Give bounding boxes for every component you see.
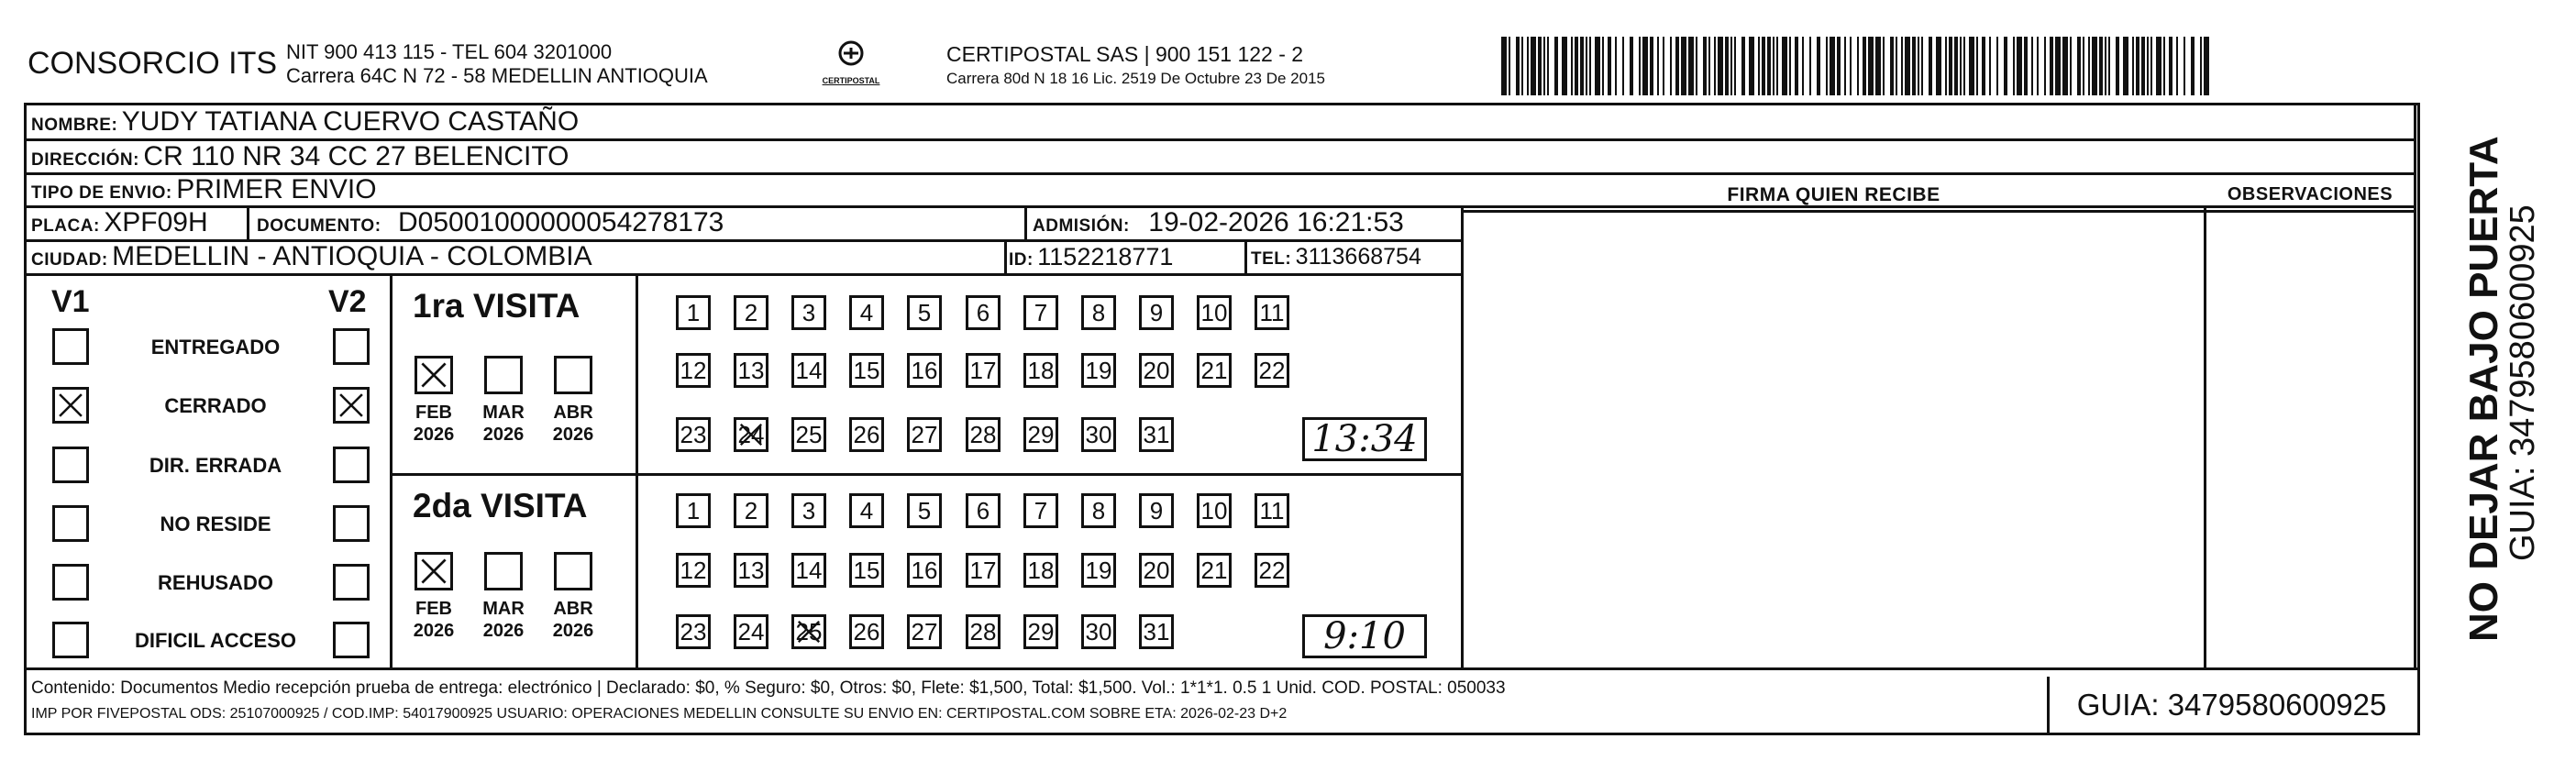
recipient-address: CR 110 NR 34 CC 27 BELENCITO: [143, 141, 569, 171]
barcode-bar: [1963, 37, 1965, 95]
second-visit-day-12[interactable]: 12: [676, 553, 711, 588]
barcode-bar: [1703, 37, 1707, 95]
barcode-bar: [1826, 37, 1828, 95]
barcode-bar: [1521, 37, 1523, 95]
first-visit-day-21[interactable]: 21: [1197, 353, 1232, 388]
id-cell: [1009, 239, 1173, 279]
status-label: DIR. ERRADA: [149, 454, 282, 477]
barcode-bar: [1896, 37, 1897, 95]
barcode-bar: [2108, 37, 2110, 95]
second-visit-day-30[interactable]: 30: [1081, 614, 1116, 649]
barcode-bar: [2150, 37, 2152, 95]
first-visit-day-31[interactable]: 31: [1139, 417, 1174, 452]
first-visit-day-20[interactable]: 20: [1139, 353, 1174, 388]
second-visit-day-11[interactable]: 11: [1255, 493, 1289, 528]
second-visit-day-13[interactable]: 13: [734, 553, 768, 588]
barcode-bar: [1725, 37, 1729, 95]
barcode-bar: [2031, 37, 2033, 95]
second-visit-day-22[interactable]: 22: [1255, 553, 1289, 588]
first-visit-day-5[interactable]: 5: [907, 295, 942, 330]
barcode-bar: [2070, 37, 2072, 95]
courier-name: CERTIPOSTAL SAS | 900 151 122 - 2: [946, 42, 1304, 66]
barcode-bar: [1954, 37, 1958, 95]
barcode-bar: [2156, 37, 2161, 95]
second-visit-day-28[interactable]: 28: [966, 614, 1001, 649]
first-visit-day-2[interactable]: 2: [734, 295, 768, 330]
first-visit-day-6[interactable]: 6: [966, 295, 1001, 330]
second-visit-day-7[interactable]: 7: [1023, 493, 1058, 528]
barcode-bar: [2136, 37, 2139, 95]
v1-label: V1: [51, 284, 90, 319]
barcode-bar: [1762, 37, 1765, 95]
barcode-bar: [1850, 37, 1852, 95]
barcode-bar: [1734, 37, 1736, 95]
second-visit-day-23[interactable]: 23: [676, 614, 711, 649]
barcode-bar: [2024, 37, 2028, 95]
courier-address: Carrera 80d N 18 16 Lic. 2519 De Octubre 23 De 2015: [946, 70, 1325, 87]
barcode-bar: [1571, 37, 1573, 95]
barcode-bar: [1531, 37, 1536, 95]
second-visit-day-9[interactable]: 9: [1139, 493, 1174, 528]
second-visit-day-27[interactable]: 27: [907, 614, 942, 649]
second-visit-month-abr[interactable]: [554, 552, 592, 590]
second-visit-day-24[interactable]: 24: [734, 614, 768, 649]
barcode-bar: [1547, 37, 1549, 95]
check-x-icon: [336, 390, 367, 421]
barcode-bar: [1730, 37, 1732, 95]
admision-label: ADMISIÓN:: [1033, 216, 1130, 236]
barcode-bar: [1615, 37, 1617, 95]
certipostal-logo: [819, 40, 883, 95]
barcode-bar: [1639, 37, 1641, 95]
placa-value: XPF09H: [104, 207, 208, 237]
barcode-bar: [1863, 37, 1866, 95]
barcode-bar: [1830, 37, 1835, 95]
second-visit-day-18[interactable]: 18: [1023, 553, 1058, 588]
status-label: CERRADO: [164, 394, 267, 417]
barcode-bar: [1516, 37, 1520, 95]
barcode-bar: [1657, 37, 1659, 95]
second-visit-day-17[interactable]: 17: [966, 553, 1001, 588]
month-label: FEB 2026: [413, 403, 455, 445]
barcode-bar: [2184, 37, 2185, 95]
barcode-bar: [1989, 37, 1991, 95]
barcode-bar: [1789, 37, 1791, 95]
first-visit-day-22[interactable]: 22: [1255, 353, 1289, 388]
barcode-bar: [2088, 37, 2090, 95]
second-visit-month-mar[interactable]: [484, 552, 523, 590]
barcode-bar: [1501, 37, 1507, 95]
barcode-bar: [1718, 37, 1723, 95]
barcode-bar: [2176, 37, 2178, 95]
documento-value: D05001000000054278173: [398, 207, 724, 237]
barcode-bar: [1773, 37, 1774, 95]
firma-header: FIRMA QUIEN RECIBE: [1727, 184, 1940, 205]
first-visit-day-16[interactable]: 16: [907, 353, 942, 388]
v1-checkbox-entregado[interactable]: [52, 328, 89, 365]
second-visit-day-1[interactable]: 1: [676, 493, 711, 528]
second-visit-day-2[interactable]: 2: [734, 493, 768, 528]
tel-value: 3113668754: [1295, 244, 1421, 270]
second-visit-day-4[interactable]: 4: [849, 493, 884, 528]
second-visit-day-16[interactable]: 16: [907, 553, 942, 588]
barcode-bar: [1837, 37, 1841, 95]
v1-checkbox-dir-errada[interactable]: [52, 447, 89, 483]
month-label: ABR 2026: [552, 403, 594, 445]
barcode-bar: [1890, 37, 1894, 95]
first-visit-month-abr[interactable]: [554, 356, 592, 394]
second-visit-time: 9:10: [1302, 614, 1427, 658]
barcode-bar: [1554, 37, 1558, 95]
barcode-bar: [1527, 37, 1529, 95]
barcode-bar: [1708, 37, 1710, 95]
second-visit-day-26[interactable]: 26: [849, 614, 884, 649]
barcode-bar: [1929, 37, 1932, 95]
barcode-bar: [1918, 37, 1919, 95]
first-visit-day-14[interactable]: 14: [791, 353, 826, 388]
barcode-bar: [1749, 37, 1754, 95]
barcode-bar: [1802, 37, 1804, 95]
barcode-bar: [1714, 37, 1716, 95]
second-visit-day-8[interactable]: 8: [1081, 493, 1116, 528]
barcode-bar: [1663, 37, 1664, 95]
barcode-bar: [2004, 37, 2007, 95]
barcode-bar: [1782, 37, 1787, 95]
barcode-bar: [2013, 37, 2015, 95]
first-visit-day-7[interactable]: 7: [1023, 295, 1058, 330]
month-label: ABR 2026: [552, 599, 594, 641]
first-visit-month-mar[interactable]: [484, 356, 523, 394]
v2-checkbox-no-reside[interactable]: [333, 505, 370, 542]
first-visit-day-19[interactable]: 19: [1081, 353, 1116, 388]
first-visit-day-1[interactable]: 1: [676, 295, 711, 330]
barcode-bar: [1945, 37, 1947, 95]
courier-logo-icon: [833, 40, 869, 72]
second-visit-day-5[interactable]: 5: [907, 493, 942, 528]
ciudad-label: CIUDAD:: [31, 250, 108, 270]
admision-value: 19-02-2026 16:21:53: [1148, 207, 1404, 237]
barcode-bar: [1670, 37, 1672, 95]
second-visit-day-21[interactable]: 21: [1197, 553, 1232, 588]
first-visit-day-8[interactable]: 8: [1081, 295, 1116, 330]
first-visit-day-25[interactable]: 25: [791, 417, 826, 452]
second-visit-day-3[interactable]: 3: [791, 493, 826, 528]
id-label: ID:: [1009, 250, 1034, 270]
barcode-bar: [1857, 37, 1859, 95]
barcode-bar: [1817, 37, 1820, 95]
barcode-bar: [2163, 37, 2165, 95]
first-visit-day-27[interactable]: 27: [907, 417, 942, 452]
barcode-bar: [1868, 37, 1874, 95]
first-visit-day-29[interactable]: 29: [1023, 417, 1058, 452]
logo-wordmark: CERTIPOSTAL: [822, 76, 880, 85]
second-visit-title: 2da VISITA: [413, 487, 588, 524]
barcode-bar: [1602, 37, 1604, 95]
barcode-bar: [1875, 37, 1881, 95]
first-visit-day-4[interactable]: 4: [849, 295, 884, 330]
barcode-bar: [1650, 37, 1653, 95]
status-label: ENTREGADO: [150, 336, 281, 358]
right-column-divider: [2414, 103, 2416, 667]
barcode-bar: [1921, 37, 1923, 95]
barcode-bar: [1936, 37, 1941, 95]
first-visit-day-23[interactable]: 23: [676, 417, 711, 452]
company-nit: NIT 900 413 115 - TEL 604 3201000: [286, 40, 613, 63]
barcode-bar: [1642, 37, 1648, 95]
first-visit-day-26[interactable]: 26: [849, 417, 884, 452]
tel-cell: [1251, 239, 1421, 278]
first-visit-day-24[interactable]: 24: [734, 417, 768, 452]
barcode-bar: [1589, 37, 1591, 95]
barcode-bar: [1758, 37, 1760, 95]
first-visit-title: 1ra VISITA: [413, 287, 580, 325]
recipient-name: YUDY TATIANA CUERVO CASTAÑO: [121, 106, 580, 137]
documento-label: DOCUMENTO:: [257, 216, 381, 236]
tipo-label: TIPO DE ENVIO:: [31, 183, 172, 203]
direccion-row: [31, 138, 569, 172]
month-label: FEB 2026: [413, 599, 455, 641]
barcode-bar: [1595, 37, 1600, 95]
imp-text: IMP POR FIVEPOSTAL ODS: 25107000925 / COD.IMP: 54017900925 USUARIO: OPERACIONES MEDELLIN CONSULTE SU ENVIO EN: CERTIPOSTAL.COM SOBRE ETA: 2026-02-23 D+2: [31, 706, 1288, 722]
v2-checkbox-rehusado[interactable]: [333, 564, 370, 601]
v1-checkbox-cerrado[interactable]: [52, 387, 89, 424]
observaciones-header: OBSERVACIONES: [2227, 184, 2394, 204]
direccion-label: DIRECCIÓN:: [31, 150, 139, 170]
second-visit-day-15[interactable]: 15: [849, 553, 884, 588]
first-visit-month-feb[interactable]: [415, 356, 453, 394]
v2-checkbox-dificil-acceso[interactable]: [333, 622, 370, 658]
barcode-bar: [1960, 37, 1962, 95]
first-visit-day-10[interactable]: 10: [1197, 295, 1232, 330]
first-visit-day-13[interactable]: 13: [734, 353, 768, 388]
barcode-bar: [1608, 37, 1611, 95]
barcode-bar: [1776, 37, 1778, 95]
barcode-bar: [2105, 37, 2106, 95]
barcode-bar: [1741, 37, 1745, 95]
first-visit-day-9[interactable]: 9: [1139, 295, 1174, 330]
second-visit-day-14[interactable]: 14: [791, 553, 826, 588]
first-visit-day-12[interactable]: 12: [676, 353, 711, 388]
company-name: CONSORCIO ITS: [28, 46, 278, 81]
barcode-bar: [1630, 37, 1633, 95]
v2-checkbox-dir-errada[interactable]: [333, 447, 370, 483]
barcode-bar: [2169, 37, 2172, 95]
barcode-bar: [1883, 37, 1885, 95]
barcode-bar: [2141, 37, 2145, 95]
first-visit-day-28[interactable]: 28: [966, 417, 1001, 452]
barcode-bar: [1996, 37, 1998, 95]
status-label: NO RESIDE: [160, 513, 271, 535]
check-x-icon: [417, 555, 450, 588]
barcode-bar: [1509, 37, 1510, 95]
second-visit-day-6[interactable]: 6: [966, 493, 1001, 528]
id-value: 1152218771: [1037, 243, 1174, 270]
v2-checkbox-cerrado[interactable]: [333, 387, 370, 424]
barcode-bar: [1538, 37, 1542, 95]
barcode-bar: [2077, 37, 2081, 95]
contenido-text: Contenido: Documentos Medio recepción prueba de entrega: electrónico | Declarado: $0, % Seguro: $0, Otros: $0, Flete: $1,500, Total: $1,500. Vol.: 1*1*1. 0.5 1 Unid. COD. POSTAL: 050033: [31, 678, 1506, 698]
first-visit-day-11[interactable]: 11: [1255, 295, 1289, 330]
placa-label: PLACA:: [31, 216, 100, 236]
barcode-bar: [2044, 37, 2046, 95]
barcode-bar: [1901, 37, 1903, 95]
barcode-bar: [2116, 37, 2119, 95]
barcode-bar: [2147, 37, 2149, 95]
barcode-bar: [2083, 37, 2084, 95]
v1-checkbox-rehusado[interactable]: [52, 564, 89, 601]
second-visit-day-20[interactable]: 20: [1139, 553, 1174, 588]
barcode-bar: [1767, 37, 1771, 95]
check-x-icon: [736, 420, 766, 449]
first-visit-day-30[interactable]: 30: [1081, 417, 1116, 452]
check-x-icon: [794, 617, 824, 646]
barcode-bar: [1809, 37, 1811, 95]
status-label: DIFICIL ACCESO: [134, 629, 296, 652]
ciudad-value: MEDELLIN - ANTIOQUIA - COLOMBIA: [112, 241, 592, 271]
check-x-icon: [417, 358, 450, 392]
status-label: REHUSADO: [158, 571, 273, 594]
barcode-bar: [1844, 37, 1846, 95]
barcode-bar: [1543, 37, 1545, 95]
side-guia: GUIA: 3479580600925: [2504, 204, 2542, 561]
barcode-bar: [1688, 37, 1694, 95]
first-visit-day-15[interactable]: 15: [849, 353, 884, 388]
barcode-bar: [2132, 37, 2134, 95]
check-x-icon: [55, 390, 86, 421]
barcode-bar: [1681, 37, 1686, 95]
barcode-bar: [1675, 37, 1679, 95]
second-visit-day-10[interactable]: 10: [1197, 493, 1232, 528]
first-visit-day-18[interactable]: 18: [1023, 353, 1058, 388]
first-visit-time: 13:34: [1302, 417, 1427, 461]
barcode-bar: [2191, 37, 2195, 95]
nombre-label: NOMBRE:: [31, 116, 118, 135]
second-visit-day-25[interactable]: 25: [791, 614, 826, 649]
barcode-bar: [1562, 37, 1567, 95]
month-label: MAR 2026: [482, 403, 525, 445]
barcode-bar: [1949, 37, 1952, 95]
v1-checkbox-dificil-acceso[interactable]: [52, 622, 89, 658]
barcode-bar: [2055, 37, 2061, 95]
v2-checkbox-entregado[interactable]: [333, 328, 370, 365]
barcode-bar: [2099, 37, 2103, 95]
barcode-bar: [1976, 37, 1978, 95]
barcode-bar: [1969, 37, 1974, 95]
v2-label: V2: [328, 284, 367, 319]
nombre-row: [31, 104, 579, 138]
barcode: [1501, 37, 2217, 95]
second-visit-day-29[interactable]: 29: [1023, 614, 1058, 649]
barcode-bar: [2204, 37, 2209, 95]
barcode-bar: [2123, 37, 2128, 95]
v1-checkbox-no-reside[interactable]: [52, 505, 89, 542]
barcode-bar: [1982, 37, 1985, 95]
company-address: Carrera 64C N 72 - 58 MEDELLIN ANTIOQUIA: [286, 64, 708, 87]
barcode-bar: [2050, 37, 2053, 95]
ciudad-cell: [31, 239, 592, 279]
barcode-bar: [1905, 37, 1910, 95]
guia-box: GUIA: 3479580600925: [2047, 677, 2414, 733]
barcode-bar: [2092, 37, 2097, 95]
tipo-row: [31, 172, 377, 205]
tipo-envio: PRIMER ENVIO: [176, 174, 377, 204]
barcode-bar: [1622, 37, 1624, 95]
second-visit-day-31[interactable]: 31: [1139, 614, 1174, 649]
second-visit-day-19[interactable]: 19: [1081, 553, 1116, 588]
barcode-bar: [2017, 37, 2022, 95]
no-dejar-warning: NO DEJAR BAJO PUERTA: [2461, 136, 2506, 642]
month-label: MAR 2026: [482, 599, 525, 641]
tel-label: TEL:: [1251, 249, 1292, 269]
barcode-bar: [2200, 37, 2202, 95]
barcode-bar: [1912, 37, 1916, 95]
barcode-bar: [2037, 37, 2039, 95]
barcode-bar: [1696, 37, 1697, 95]
first-visit-day-3[interactable]: 3: [791, 295, 826, 330]
barcode-bar: [1795, 37, 1798, 95]
barcode-bar: [2062, 37, 2068, 95]
first-visit-day-17[interactable]: 17: [966, 353, 1001, 388]
barcode-bar: [1586, 37, 1587, 95]
second-visit-month-feb[interactable]: [415, 552, 453, 590]
barcode-bar: [1575, 37, 1578, 95]
barcode-bar: [1580, 37, 1584, 95]
